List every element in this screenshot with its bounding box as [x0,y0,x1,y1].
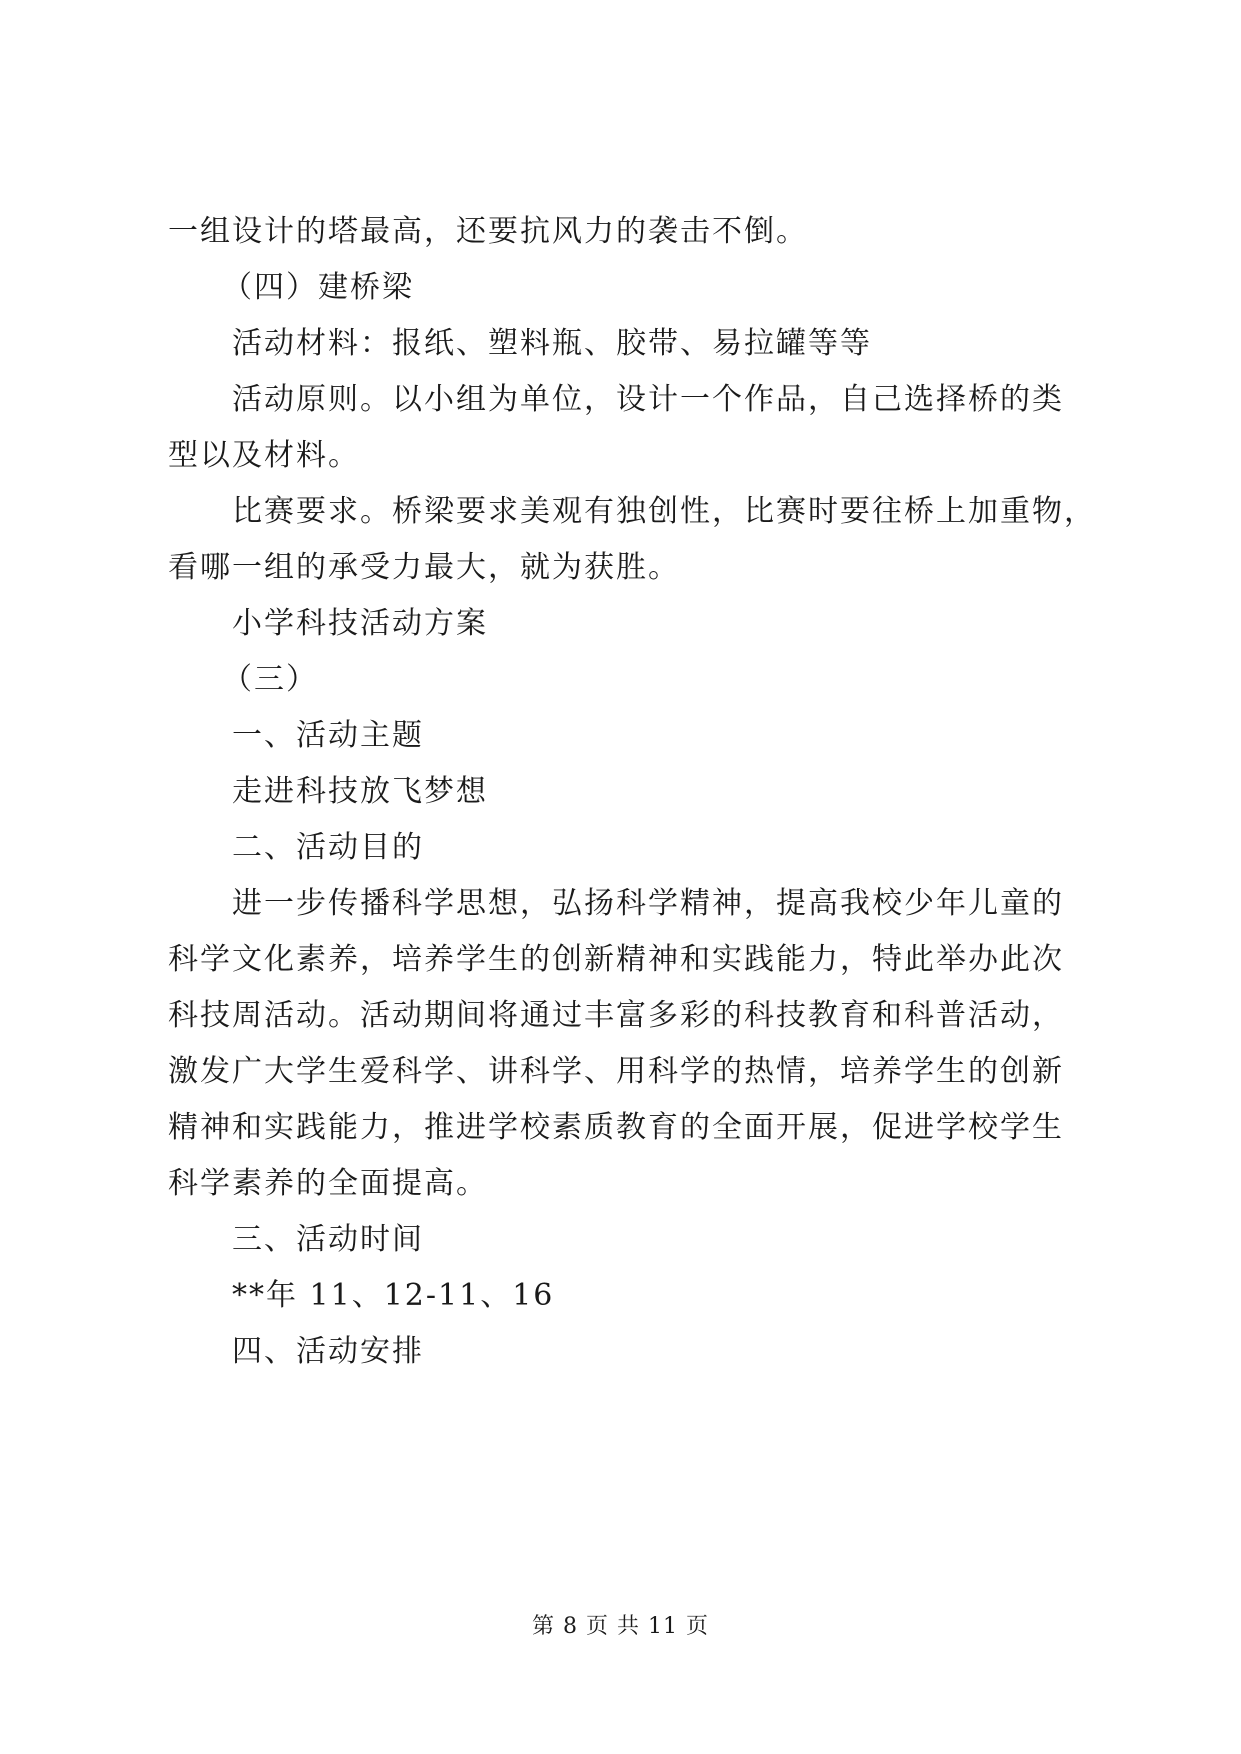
section-heading: 小学科技活动方案 [232,606,488,641]
section-heading: （四）建桥梁 [222,270,414,305]
section-heading: 二、活动目的 [232,830,424,865]
text-line: 走进科技放飞梦想 [232,774,488,809]
text-line: 一组设计的塔最高，还要抗风力的袭击不倒。 [168,214,808,249]
text-line: 型以及材料。 [168,438,360,473]
section-heading: 四、活动安排 [232,1334,424,1369]
text-line: 激发广大学生爱科学、讲科学、用科学的热情，培养学生的创新 [168,1054,1064,1089]
text-line: 科学文化素养，培养学生的创新精神和实践能力，特此举办此次 [168,942,1064,977]
text-line: 进一步传播科学思想，弘扬科学精神，提高我校少年儿童的 [232,886,1064,921]
section-heading: （三） [222,662,318,697]
section-heading: 三、活动时间 [232,1222,424,1257]
text-line: 看哪一组的承受力最大，就为获胜。 [168,550,680,585]
text-line: 科学素养的全面提高。 [168,1166,488,1201]
text-line: 科技周活动。活动期间将通过丰富多彩的科技教育和科普活动， [168,998,1064,1033]
section-heading: 一、活动主题 [232,718,424,753]
page-number-footer: 第 8 页 共 11 页 [532,1614,709,1639]
text-line: 活动原则。以小组为单位，设计一个作品，自己选择桥的类 [232,382,1064,417]
text-line: 精神和实践能力，推进学校素质教育的全面开展，促进学校学生 [168,1110,1064,1145]
text-line: 比赛要求。桥梁要求美观有独创性，比赛时要往桥上加重物， [232,494,1096,529]
text-line: 活动材料：报纸、塑料瓶、胶带、易拉罐等等 [232,326,872,361]
text-line: **年 11、12-11、16 [232,1278,555,1313]
